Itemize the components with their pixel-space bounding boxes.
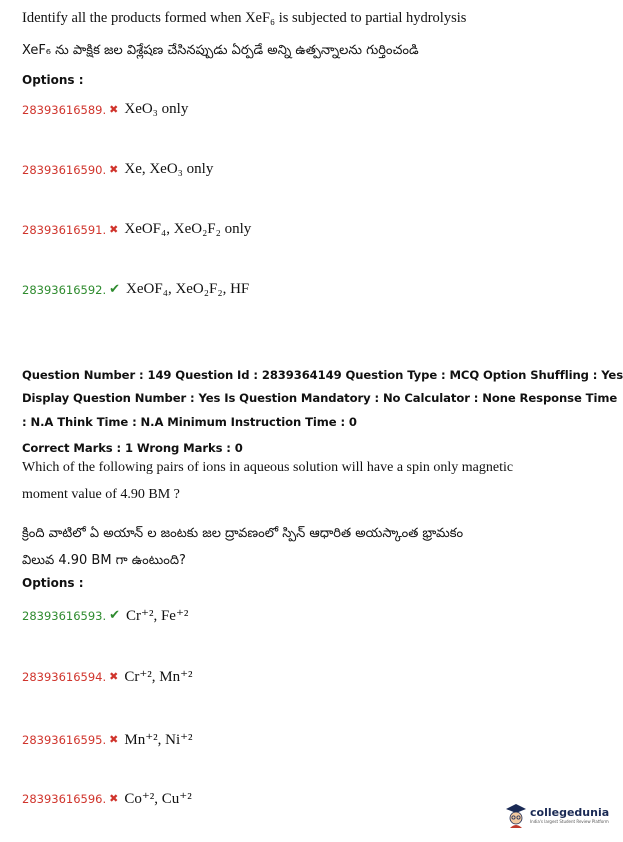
option-id: 28393616596. xyxy=(22,791,107,806)
cross-icon: ✖ xyxy=(109,792,119,805)
option-id: 28393616589. xyxy=(22,102,107,117)
option-row xyxy=(22,101,188,118)
logo-name: collegedunia xyxy=(530,806,610,819)
option-text: Cr⁺², Fe⁺² xyxy=(126,608,189,624)
option-row xyxy=(22,606,188,625)
option-text: Xe, XeO₃ only xyxy=(124,161,214,177)
question-meta-line-2: Display Question Number : Yes Is Question Mandatory : No Calculator : None Response Time xyxy=(22,391,618,405)
option-text: XeOF₄, XeO₂F₂ only xyxy=(124,221,252,237)
option-row xyxy=(22,789,192,808)
question-meta-line-3: : N.A Think Time : N.A Minimum Instruction Time : 0 xyxy=(22,415,357,429)
check-icon: ✔ xyxy=(109,608,121,623)
options-label: Options : xyxy=(22,576,84,590)
option-text: Mn⁺², Ni⁺² xyxy=(124,732,193,748)
question-2-text-te-1: క్రింది వాటిలో ఏ అయాన్ ల జంటకు జల ద్రావణంలో స్పిన్ ఆధారిత అయస్కాంత భ్రామకం xyxy=(22,526,464,541)
check-icon: ✔ xyxy=(109,282,121,297)
option-id: 28393616592. xyxy=(22,282,107,297)
marks-line: Correct Marks : 1 Wrong Marks : 0 xyxy=(22,441,243,455)
cross-icon: ✖ xyxy=(109,163,119,176)
option-id: 28393616590. xyxy=(22,162,107,177)
question-2-text-en-2: moment value of 4.90 BM ? xyxy=(22,487,180,502)
option-text: Co⁺², Cu⁺² xyxy=(124,791,192,807)
cross-icon: ✖ xyxy=(109,223,119,236)
option-id: 28393616594. xyxy=(22,669,107,684)
option-row xyxy=(22,667,193,686)
question-1-text-te: XeF₆ ను పాక్షిక జల విశ్లేషణ చేసినప్పుడు ఏర్పడే అన్ని ఉత్పన్నాలను గుర్తించండి xyxy=(22,43,419,58)
option-id: 28393616591. xyxy=(22,222,107,237)
option-text: XeOF₄, XeO₂F₂, HF xyxy=(126,281,250,297)
collegedunia-logo xyxy=(505,803,609,829)
option-id: 28393616595. xyxy=(22,732,107,747)
graduate-mascot-icon xyxy=(505,803,527,829)
logo-tagline: India's largest Student Review Platform xyxy=(530,819,609,824)
question-2-text-te-2: విలువ 4.90 BM గా ఉంటుంది? xyxy=(22,553,186,568)
option-text: XeO₃ only xyxy=(124,101,189,117)
question-2-text-en-1: Which of the following pairs of ions in aqueous solution will have a spin only magnetic xyxy=(22,460,514,475)
option-row xyxy=(22,730,193,749)
option-text: Cr⁺², Mn⁺² xyxy=(124,669,193,685)
question-meta-line-1: Question Number : 149 Question Id : 2839364149 Question Type : MCQ Option Shuffling : Yes xyxy=(22,368,623,382)
options-label: Options : xyxy=(22,73,84,87)
option-row xyxy=(22,281,249,298)
option-row xyxy=(22,161,213,178)
cross-icon: ✖ xyxy=(109,733,119,746)
question-1-text-en: Identify all the products formed when XeF₆ is subjected to partial hydrolysis xyxy=(22,10,467,26)
option-id: 28393616593. xyxy=(22,608,107,623)
option-row xyxy=(22,221,251,238)
cross-icon: ✖ xyxy=(109,103,119,116)
cross-icon: ✖ xyxy=(109,670,119,683)
